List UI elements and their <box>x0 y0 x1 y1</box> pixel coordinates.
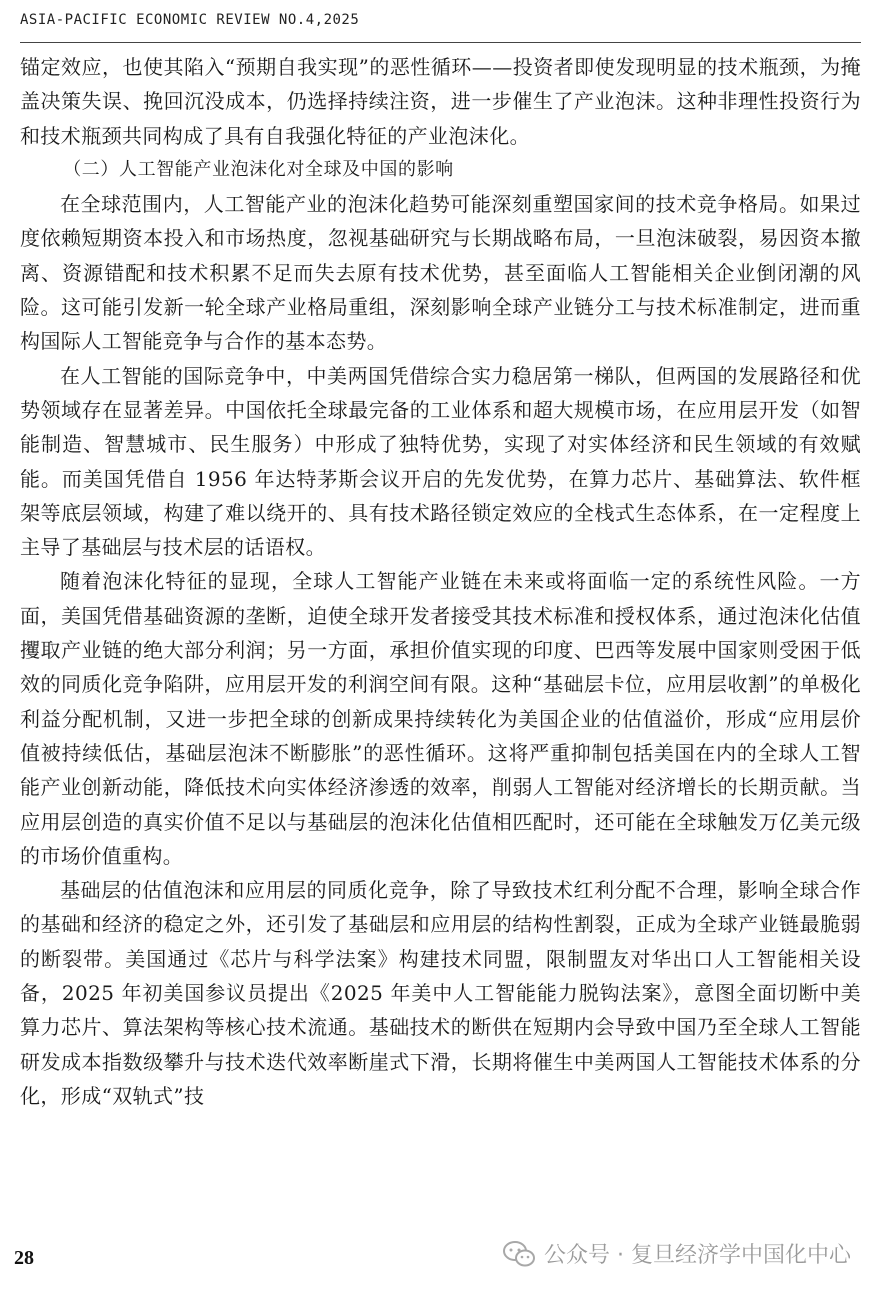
wechat-icon <box>502 1240 536 1268</box>
paragraph: 基础层的估值泡沫和应用层的同质化竞争，除了导致技术红利分配不合理，影响全球合作的基础和经济的稳定之外，还引发了基础层和应用层的结构性割裂，正成为全球产业链最脆弱的断裂带。美国通过《芯片与科学法案》构建技术同盟，限制盟友对华出口人工智能相关设备，2025 年初美国参议员提出《2025 年美中人工智能能力脱钩法案》，意图全面切断中美算力芯片、算法架构等核心技术流通。基础技术的断供在短期内会导致中国乃至全球人工智能研发成本指数级攀升与技术迭代效率断崖式下滑，长期将催生中美两国人工智能技术体系的分化，形成“双轨式”技 <box>20 878 861 1108</box>
watermark-text: 公众号 · 复旦经济学中国化中心 <box>544 1243 851 1268</box>
running-header: ASIA-PACIFIC ECONOMIC REVIEW NO.4,2025 <box>20 12 360 28</box>
watermark <box>502 1238 851 1269</box>
page-number: 28 <box>14 1247 34 1269</box>
paragraph: 在人工智能的国际竞争中，中美两国凭借综合实力稳居第一梯队，但两国的发展路径和优势领域存在显著差异。中国依托全球最完备的工业体系和超大规模市场，在应用层开发（如智能制造、智慧城市、民生服务）中形成了独特优势，实现了对实体经济和民生领域的有效赋能。而美国凭借自 1956 年达特茅斯会议开启的先发优势，在算力芯片、基础算法、软件框架等底层领域，构建了难以绕开的、具有技术路径锁定效应的全栈式生态体系，在一定程度上主导了基础层与技术层的话语权。 <box>20 363 861 560</box>
article-body <box>20 50 861 1113</box>
paragraph-continued: 锚定效应，也使其陷入“预期自我实现”的恶性循环——投资者即使发现明显的技术瓶颈，为掩盖决策失误、挽回沉没成本，仍选择持续注资，进一步催生了产业泡沫。这种非理性投资行为和技术瓶颈共同构成了具有自我强化特征的产业泡沫化。 <box>20 55 861 148</box>
paragraph: 随着泡沫化特征的显现，全球人工智能产业链在未来或将面临一定的系统性风险。一方面，美国凭借基础资源的垄断，迫使全球开发者接受其技术标准和授权体系，通过泡沫化估值攫取产业链的绝大部分利润；另一方面，承担价值实现的印度、巴西等发展中国家则受困于低效的同质化竞争陷阱，应用层开发的利润空间有限。这种“基础层卡位，应用层收割”的单极化利益分配机制，又进一步把全球的创新成果持续转化为美国企业的估值溢价，形成“应用层价值被持续低估，基础层泡沫不断膨胀”的恶性循环。这将严重抑制包括美国在内的全球人工智能产业创新动能，降低技术向实体经济渗透的效率，削弱人工智能对经济增长的长期贡献。当应用层创造的真实价值不足以与基础层的泡沫化估值相匹配时，还可能在全球触发万亿美元级的市场价值重构。 <box>20 569 861 868</box>
paragraph: 在全球范围内，人工智能产业的泡沫化趋势可能深刻重塑国家间的技术竞争格局。如果过度依赖短期资本投入和市场热度，忽视基础研究与长期战略布局，一旦泡沫破裂，易因资本撤离、资源错配和技术积累不足而失去原有技术优势，甚至面临人工智能相关企业倒闭潮的风险。这可能引发新一轮全球产业格局重组，深刻影响全球产业链分工与技术标准制定，进而重构国际人工智能竞争与合作的基本态势。 <box>20 192 861 354</box>
section-heading: （二）人工智能产业泡沫化对全球及中国的影响 <box>63 158 454 180</box>
header-divider <box>20 42 861 43</box>
